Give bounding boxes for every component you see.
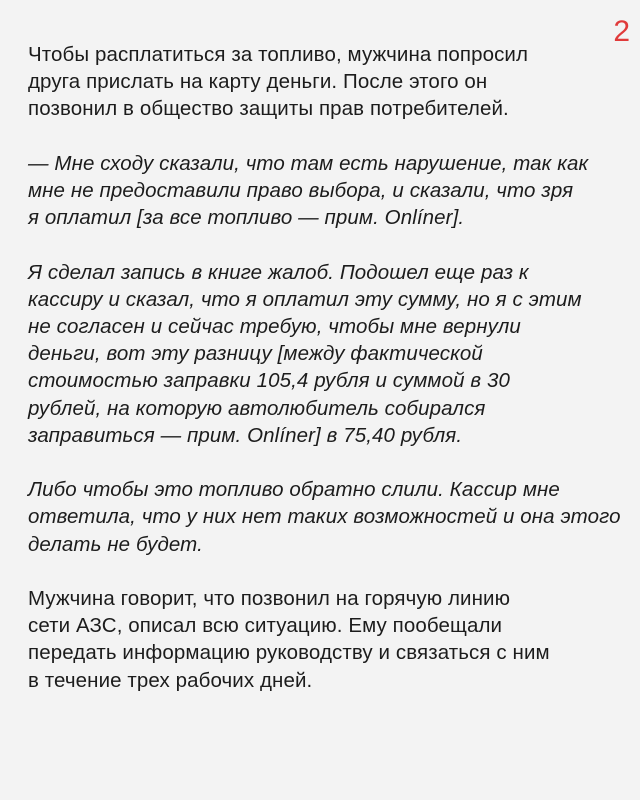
quote-paragraph-3: Либо чтобы это топливо обратно слили. Кассир мне ответила, что у них нет таких возможностей и она этого делать не будет. [28, 478, 621, 556]
paragraph-intro: Чтобы расплатиться за топливо, мужчина попросил друга прислать на карту деньги. После этого он позвонил в общество защиты прав потребителей. [28, 43, 529, 121]
paragraph-conclusion: Мужчина говорит, что позвонил на горячую линию сети АЗС, описал всю ситуацию. Ему пообещали передать информацию руководству и связаться с ним в течение трех рабочих дней. [28, 587, 550, 692]
page-number: 2 [613, 15, 630, 48]
article-body [28, 41, 628, 721]
quote-paragraph-1: — Мне сходу сказали, что там есть нарушение, так как мне не предоставили право выбора, и сказали, что зря я оплатил [за все топливо — прим. Onlíner]. [28, 151, 589, 230]
quote-paragraph-2: Я сделал запись в книге жалоб. Подошел еще раз к кассиру и сказал, что я оплатил эту сумму, но я с этим не согласен и сейчас требую, чтобы мне вернули деньги, вот эту разницу [между фактической стоимостью заправки 105,4 рубля и суммой в 30 рублей, на которую автолюбитель собирался заправиться — прим. Onlíner] в 75,40 рубля. [28, 260, 582, 447]
